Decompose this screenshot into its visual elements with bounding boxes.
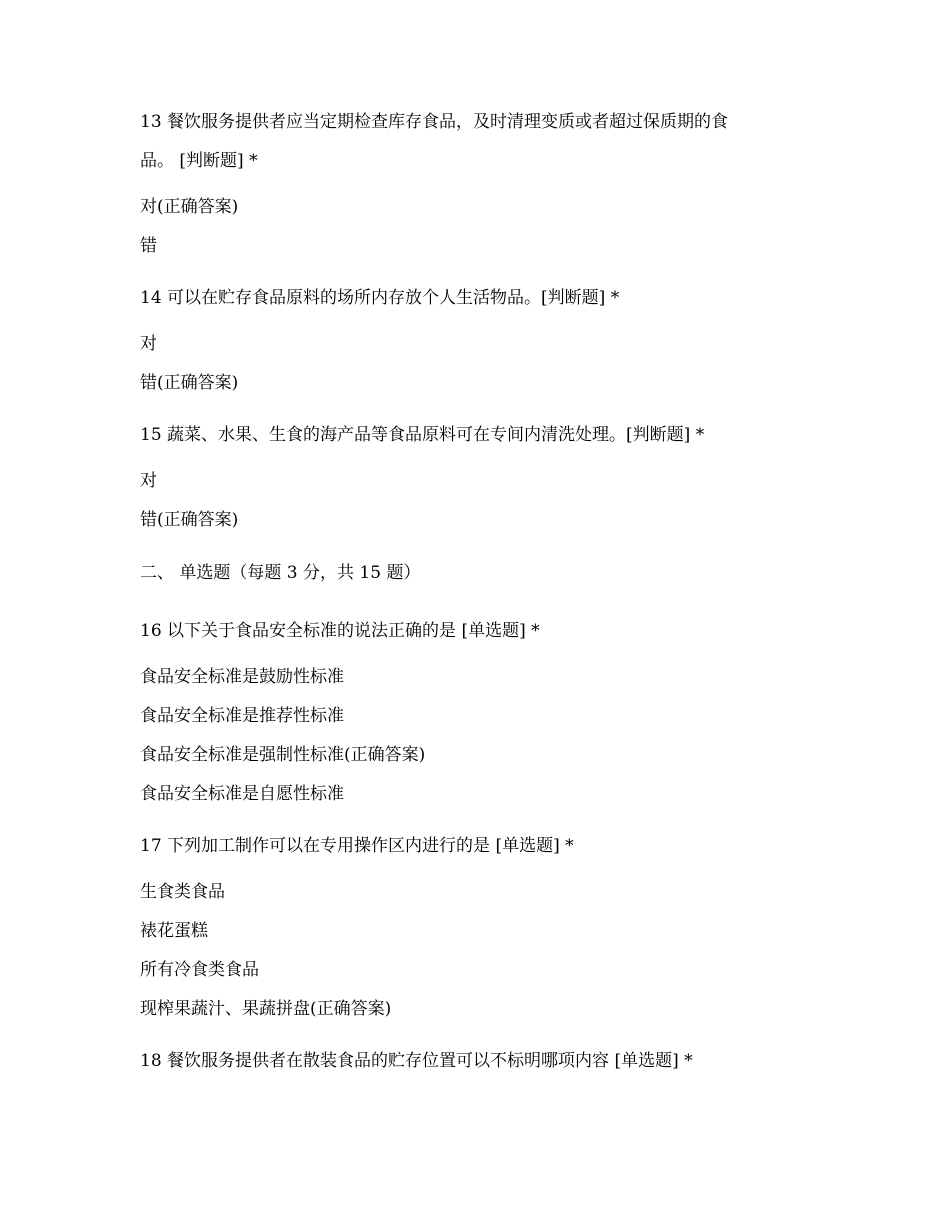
question-16-option-a: 食品安全标准是鼓励性标准	[140, 667, 344, 687]
question-14-option-a: 对	[140, 334, 157, 354]
question-13-option-a: 对(正确答案)	[140, 197, 239, 217]
question-16-option-c: 食品安全标准是强制性标准(正确答案)	[140, 745, 426, 765]
question-17-option-d: 现榨果蔬汁、果蔬拼盘(正确答案)	[140, 999, 392, 1019]
question-17-option-b: 裱花蛋糕	[140, 921, 208, 941]
question-15-option-b: 错(正确答案)	[140, 510, 239, 530]
question-17-text: 17 下列加工制作可以在专用操作区内进行的是 [单选题] *	[140, 836, 574, 856]
question-15-option-a: 对	[140, 471, 157, 491]
question-18-text: 18 餐饮服务提供者在散装食品的贮存位置可以不标明哪项内容 [单选题] *	[140, 1051, 693, 1071]
question-13-text-line1: 13 餐饮服务提供者应当定期检查库存食品，及时清理变质或者超过保质期的食	[140, 112, 729, 132]
question-15-text: 15 蔬菜、水果、生食的海产品等食品原料可在专间内清洗处理。[判断题] *	[140, 425, 705, 445]
section-heading: 二、 单选题（每题 3 分，共 15 题）	[140, 563, 421, 583]
question-13-option-b: 错	[140, 236, 157, 256]
question-14-text: 14 可以在贮存食品原料的场所内存放个人生活物品。[判断题] *	[140, 288, 620, 308]
question-13-text-line2: 品。 [判断题] *	[140, 151, 258, 171]
question-17-option-a: 生食类食品	[140, 882, 225, 902]
question-16-text: 16 以下关于食品安全标准的说法正确的是 [单选题] *	[140, 621, 540, 641]
question-16-option-d: 食品安全标准是自愿性标准	[140, 784, 344, 804]
question-16-option-b: 食品安全标准是推荐性标准	[140, 706, 344, 726]
question-17-option-c: 所有冷食类食品	[140, 960, 259, 980]
question-14-option-b: 错(正确答案)	[140, 373, 239, 393]
